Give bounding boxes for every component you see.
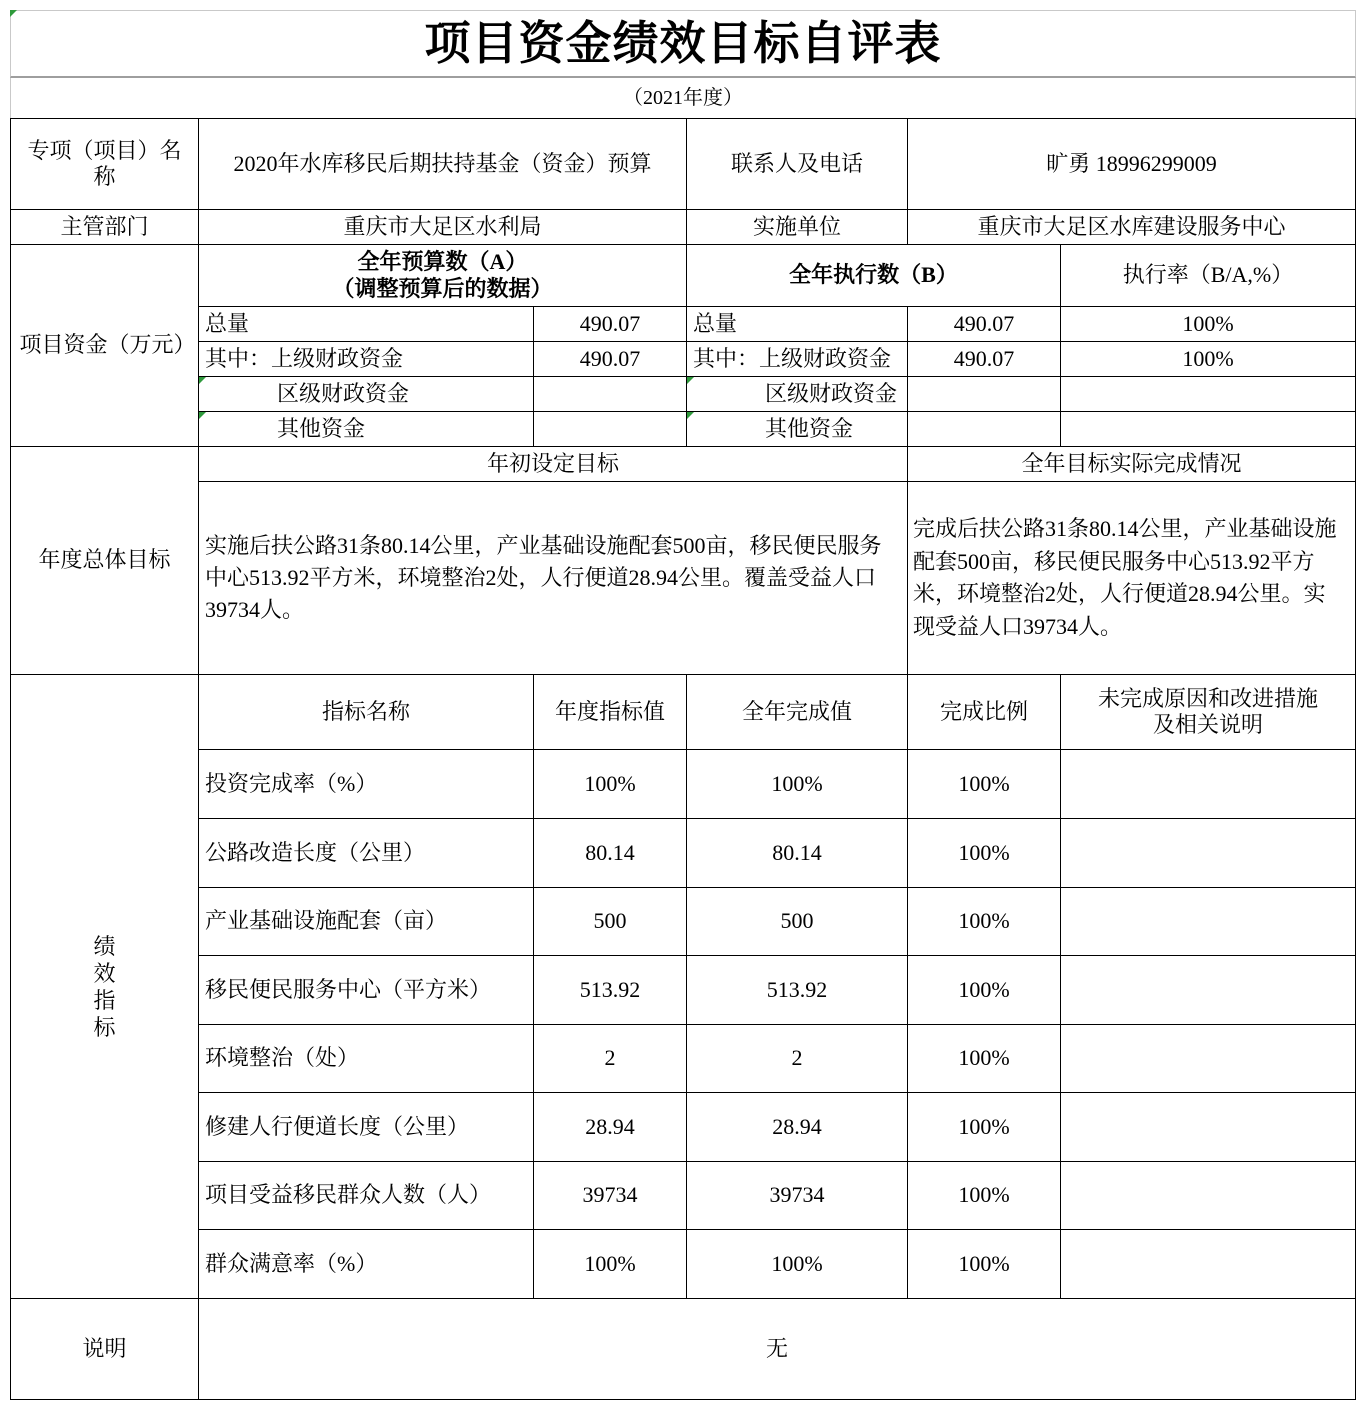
indicator-target-cell xyxy=(534,819,687,888)
actual-goal-cell xyxy=(908,482,1356,675)
indicator-ratio: 100% xyxy=(958,1113,1010,1139)
planned-goal-cell xyxy=(199,482,908,675)
fund-row xyxy=(199,412,534,447)
indicator-actual: 28.94 xyxy=(772,1113,822,1139)
indicator-target-cell xyxy=(534,1230,687,1299)
indicator-name: 修建人行便道长度（公里） xyxy=(205,1113,470,1139)
exec-header: 全年执行数（B） xyxy=(789,262,958,288)
indicator-actual: 100% xyxy=(771,1250,823,1276)
budget-label: 总量 xyxy=(205,310,250,336)
dept-value: 重庆市大足区水利局 xyxy=(343,213,542,239)
exec-label: 区级财政资金 xyxy=(765,380,898,406)
indicator-actual: 39734 xyxy=(769,1182,825,1208)
indicator-target: 2 xyxy=(604,1045,616,1071)
indicator-ratio: 100% xyxy=(958,1182,1010,1208)
indicator-ratio: 100% xyxy=(958,1045,1010,1071)
dept-label-cell xyxy=(10,210,199,245)
unit-label: 实施单位 xyxy=(752,213,841,239)
indicator-target: 80.14 xyxy=(585,839,635,865)
indicator-remarks-cell xyxy=(1061,1162,1356,1230)
budget-header: 全年预算数（A） xyxy=(357,249,528,275)
indicator-name: 环境整治（处） xyxy=(205,1045,360,1071)
indicator-actual-cell xyxy=(687,956,908,1025)
indicator-ratio-cell xyxy=(908,888,1061,956)
project-name-value-cell xyxy=(199,118,687,210)
indicator-actual-cell xyxy=(687,819,908,888)
budget-value: 490.07 xyxy=(579,310,641,336)
indicator-name: 公路改造长度（公里） xyxy=(205,839,426,865)
indicator-remarks-cell xyxy=(1061,888,1356,956)
indicator-actual-header: 全年完成值 xyxy=(741,698,852,724)
cell-marker-icon xyxy=(687,412,694,419)
exec-label: 其中：上级财政资金 xyxy=(693,345,892,371)
indicator-actual-cell xyxy=(687,750,908,819)
notes-value-cell xyxy=(199,1299,1356,1400)
goals-label-cell xyxy=(10,447,199,675)
indicator-actual: 2 xyxy=(791,1045,803,1071)
indicator-actual-cell xyxy=(687,888,908,956)
budget-value-cell xyxy=(534,412,687,447)
budget-value: 490.07 xyxy=(579,345,641,371)
indicator-ratio-cell xyxy=(908,956,1061,1025)
table-row xyxy=(199,819,534,888)
rate-value-cell xyxy=(1061,342,1356,377)
indicator-remarks-cell xyxy=(1061,1230,1356,1299)
indicator-target-cell xyxy=(534,956,687,1025)
cell-marker-icon xyxy=(199,377,206,384)
dept-value-cell xyxy=(199,210,687,245)
rate-header-cell xyxy=(1061,245,1356,307)
table-row xyxy=(199,1093,534,1162)
unit-label-cell xyxy=(687,210,908,245)
indicator-ratio: 100% xyxy=(958,976,1010,1002)
indicator-name: 群众满意率（%） xyxy=(205,1250,378,1276)
indicator-target-header-cell xyxy=(534,675,687,750)
rate-value-cell xyxy=(1061,377,1356,412)
exec-value: 490.07 xyxy=(953,345,1015,371)
notes-label: 说明 xyxy=(82,1335,127,1361)
indicators-label: 绩效指标 xyxy=(93,933,116,1040)
goals-label: 年度总体目标 xyxy=(38,547,171,573)
exec-value-cell xyxy=(908,342,1061,377)
contact-label: 联系人及电话 xyxy=(730,150,863,176)
funds-label: 项目资金（万元） xyxy=(19,332,196,358)
indicator-ratio-cell xyxy=(908,1025,1061,1093)
indicator-actual-cell xyxy=(687,1093,908,1162)
indicator-target: 100% xyxy=(584,1250,636,1276)
contact-value: 旷勇 18996299009 xyxy=(1046,150,1217,176)
indicator-ratio: 100% xyxy=(958,1250,1010,1276)
year-row xyxy=(10,78,1356,118)
indicator-target-cell xyxy=(534,750,687,819)
indicator-ratio: 100% xyxy=(958,839,1010,865)
indicator-target-cell xyxy=(534,1025,687,1093)
cell-marker-icon xyxy=(10,10,17,17)
rate-header: 执行率（B/A,%） xyxy=(1122,262,1294,288)
project-name-value: 2020年水库移民后期扶持基金（资金）预算 xyxy=(233,150,652,176)
indicator-target-cell xyxy=(534,1093,687,1162)
dept-label: 主管部门 xyxy=(60,213,149,239)
cell-marker-icon xyxy=(687,377,694,384)
indicator-actual-cell xyxy=(687,1162,908,1230)
indicator-remarks-header: 未完成原因和改进措施及相关说明 xyxy=(1097,685,1318,737)
document-title: 项目资金绩效目标自评表 xyxy=(424,17,942,69)
indicator-remarks-cell xyxy=(1061,1093,1356,1162)
notes-label-cell xyxy=(10,1299,199,1400)
indicator-remarks-cell xyxy=(1061,1025,1356,1093)
exec-label-cell xyxy=(687,412,908,447)
evaluation-table xyxy=(10,118,1356,1400)
indicator-target: 28.94 xyxy=(585,1113,635,1139)
indicator-ratio: 100% xyxy=(958,908,1010,934)
funds-label-cell xyxy=(10,245,199,447)
budget-label: 其他资金 xyxy=(277,415,366,441)
exec-value: 490.07 xyxy=(953,310,1015,336)
indicator-name-header-cell xyxy=(199,675,534,750)
indicator-target: 500 xyxy=(593,908,627,934)
indicator-name: 项目受益移民群众人数（人） xyxy=(205,1182,492,1208)
document-year: （2021年度） xyxy=(623,87,743,109)
contact-value-cell xyxy=(908,118,1356,210)
indicator-actual: 80.14 xyxy=(772,839,822,865)
exec-label-cell xyxy=(687,307,908,342)
fund-row xyxy=(199,377,534,412)
exec-value-cell xyxy=(908,377,1061,412)
indicator-ratio: 100% xyxy=(958,770,1010,796)
cell-marker-icon xyxy=(199,412,206,419)
indicator-ratio-header: 完成比例 xyxy=(939,698,1028,724)
unit-value: 重庆市大足区水库建设服务中心 xyxy=(977,213,1286,239)
indicator-remarks-cell xyxy=(1061,956,1356,1025)
planned-header-cell xyxy=(199,447,908,482)
table-row xyxy=(199,888,534,956)
indicator-ratio-cell xyxy=(908,1162,1061,1230)
indicator-target: 39734 xyxy=(582,1182,638,1208)
indicator-target: 100% xyxy=(584,770,636,796)
actual-header: 全年目标实际完成情况 xyxy=(1021,450,1242,476)
project-name-label-cell xyxy=(10,118,199,210)
table-row xyxy=(199,956,534,1025)
indicator-name: 投资完成率（%） xyxy=(205,770,378,796)
table-row xyxy=(199,1162,534,1230)
exec-header-cell xyxy=(687,245,1061,307)
rate-value: 100% xyxy=(1182,310,1234,336)
title-row xyxy=(10,10,1356,78)
indicator-target-cell xyxy=(534,888,687,956)
indicator-remarks-header-cell xyxy=(1061,675,1356,750)
table-row xyxy=(199,1025,534,1093)
exec-value-cell xyxy=(908,307,1061,342)
indicators-label-cell xyxy=(10,675,199,1299)
indicator-actual-cell xyxy=(687,1230,908,1299)
table-row xyxy=(199,750,534,819)
indicator-actual-header-cell xyxy=(687,675,908,750)
indicator-name: 移民便民服务中心（平方米） xyxy=(205,976,492,1002)
exec-label: 其他资金 xyxy=(765,415,854,441)
planned-goal-text: 实施后扶公路31条80.14公里，产业基础设施配套500亩，移民便民服务中心513.92平方米，环境整治2处，人行便道28.94公里。覆盖受益人口39734人。 xyxy=(205,533,882,622)
table-row xyxy=(199,1230,534,1299)
indicator-name: 产业基础设施配套（亩） xyxy=(205,908,448,934)
indicator-ratio-cell xyxy=(908,1230,1061,1299)
budget-label: 区级财政资金 xyxy=(277,380,410,406)
indicator-ratio-cell xyxy=(908,819,1061,888)
indicator-actual: 100% xyxy=(771,770,823,796)
exec-label-cell xyxy=(687,377,908,412)
indicator-remarks-cell xyxy=(1061,819,1356,888)
budget-subheader: （调整预算后的数据） xyxy=(332,275,553,301)
indicator-ratio-cell xyxy=(908,750,1061,819)
indicator-name-header: 指标名称 xyxy=(321,698,410,724)
rate-value-cell xyxy=(1061,307,1356,342)
indicator-remarks-cell xyxy=(1061,750,1356,819)
exec-value-cell xyxy=(908,412,1061,447)
fund-row xyxy=(199,307,534,342)
rate-value: 100% xyxy=(1182,345,1234,371)
budget-value-cell xyxy=(534,377,687,412)
indicator-actual: 500 xyxy=(780,908,814,934)
actual-header-cell xyxy=(908,447,1356,482)
exec-label-cell xyxy=(687,342,908,377)
budget-value-cell xyxy=(534,307,687,342)
indicator-actual-cell xyxy=(687,1025,908,1093)
unit-value-cell xyxy=(908,210,1356,245)
rate-value-cell xyxy=(1061,412,1356,447)
budget-label: 其中：上级财政资金 xyxy=(205,345,404,371)
indicator-target: 513.92 xyxy=(579,976,641,1002)
fund-row xyxy=(199,342,534,377)
notes-value: 无 xyxy=(765,1335,788,1361)
indicator-ratio-header-cell xyxy=(908,675,1061,750)
indicator-ratio-cell xyxy=(908,1093,1061,1162)
contact-label-cell xyxy=(687,118,908,210)
indicator-actual: 513.92 xyxy=(766,976,828,1002)
budget-value-cell xyxy=(534,342,687,377)
indicator-target-header: 年度指标值 xyxy=(554,698,665,724)
exec-label: 总量 xyxy=(693,310,738,336)
indicator-target-cell xyxy=(534,1162,687,1230)
planned-header: 年初设定目标 xyxy=(486,450,619,476)
actual-goal-text: 完成后扶公路31条80.14公里，产业基础设施配套500亩，移民便民服务中心513.92平方米，环境整治2处，人行便道28.94公里。实现受益人口39734人。 xyxy=(913,516,1337,639)
project-name-label: 专项（项目）名称 xyxy=(27,137,182,189)
budget-header-cell xyxy=(199,245,687,307)
